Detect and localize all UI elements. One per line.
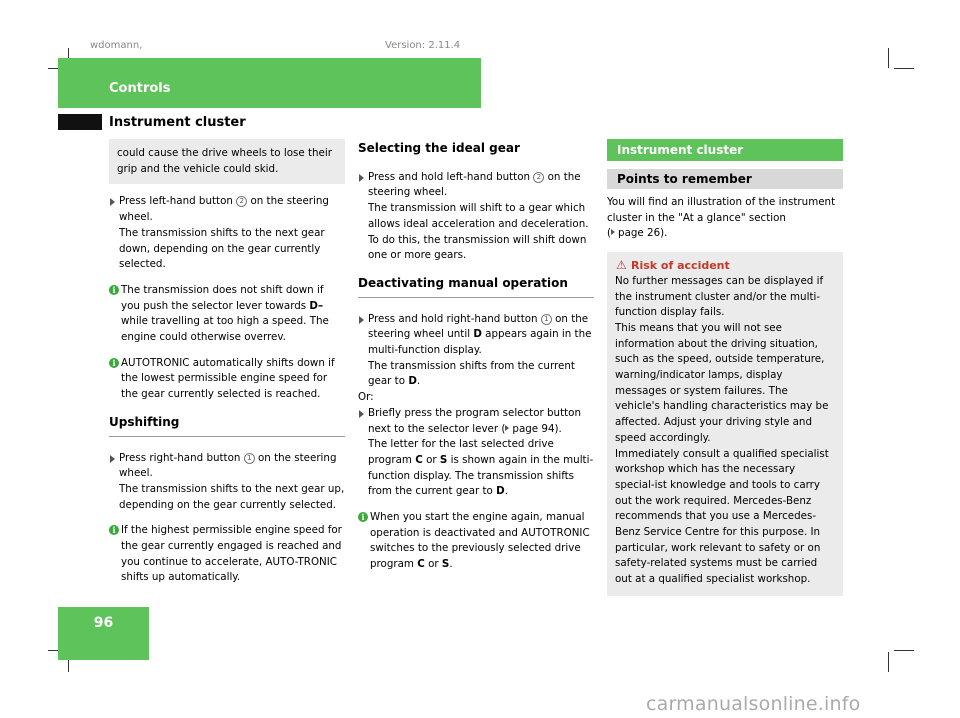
info-icon: i — [109, 358, 119, 368]
warning-title: ⚠ Risk of accident — [616, 258, 730, 273]
info-note: i If the highest permissible engine speed for the gear currently engaged is reached and you continue to accelerate, AUTO-TRONIC shifts up automatically. — [109, 523, 345, 586]
intro-text: You will find an illustration of the instrument cluster in the "At a glance" section ( page 26). — [607, 196, 836, 240]
step-downshift-result: The transmission shifts to the next gear down, depending on the gear currently selected. — [119, 226, 325, 271]
continued-text-box — [109, 139, 345, 184]
step-upshift: Press right-hand button 1 on the steering wheel. — [109, 451, 345, 482]
step-program-selector-result: The letter for the last selected drive program C or S is shown again in the multi-function display. The transmission shifts from the current gear to D. — [368, 438, 594, 498]
step-deactivate-manual: Press and hold right-hand button 1 on the steering wheel until D appears again in the multi-function display. — [358, 312, 594, 359]
page-reference-icon — [505, 425, 509, 431]
warning-text: This means that you will not see information about the driving situation, such as the speed, outside temperature, warning/indicator lamps, display messages or system failures. The vehicle's handling characteristics may be affected. Adjust your driving style and speed accordingly. — [615, 321, 829, 444]
heading-tab — [58, 114, 102, 130]
info-icon: i — [358, 512, 368, 522]
step-downshift: Press left-hand button 2 on the steering wheel. — [109, 194, 345, 225]
step-upshift-result: The transmission shifts to the next gear up, depending on the gear currently selected. — [119, 482, 345, 511]
info-icon: i — [109, 525, 119, 535]
column-1 — [109, 139, 345, 586]
warning-box — [607, 252, 843, 596]
header-author: wdomann, — [90, 40, 143, 51]
ideal-gear-heading: Selecting the ideal gear — [358, 141, 520, 155]
or-label: Or: — [358, 391, 374, 404]
section-label: Controls — [109, 81, 171, 96]
crop-mark — [894, 68, 914, 69]
info-note: i The transmission does not shift down if you push the selector lever towards D– while travelling at too high a speed. The engine could otherwise overrev. — [109, 283, 345, 346]
crop-mark — [888, 652, 889, 672]
instrument-cluster-heading: Instrument cluster — [607, 139, 843, 161]
page-reference-link[interactable]: page 26 — [618, 227, 661, 240]
warning-text: No further messages can be displayed if the instrument cluster and/or the multi-function display fails. — [615, 274, 824, 319]
upshifting-heading: Upshifting — [109, 415, 345, 437]
step-ideal-gear: Press and hold left-hand button 2 on the steering wheel. — [358, 170, 594, 201]
crop-mark — [894, 650, 914, 651]
crop-mark — [888, 48, 889, 68]
header-version: Version: 2.11.4 — [385, 40, 461, 51]
info-note: i When you start the engine again, manual operation is deactivated and AUTOTRONIC switches to the previously selected drive program C or S. — [358, 510, 594, 573]
button-2-icon: 2 — [236, 196, 247, 207]
page-number: 96 — [93, 615, 114, 631]
info-icon: i — [109, 285, 119, 295]
step-deactivate-manual-result: The transmission shifts from the current gear to D. — [368, 359, 575, 388]
manual-operation-heading: Deactivating manual operation — [358, 276, 594, 298]
step-ideal-gear-result: The transmission will shift to a gear which allows ideal acceleration and deceleration. To do this, the transmission will shift down one or more gears. — [368, 202, 589, 262]
page-reference-link[interactable]: page 94 — [512, 422, 555, 435]
step-program-selector: Briefly press the program selector button next to the selector lever ( page 94). — [358, 406, 594, 437]
button-1-icon: 1 — [244, 453, 255, 464]
warning-text: Immediately consult a qualified specialist workshop which has the necessary special-ist knowledge and tools to carry out the work required. Mercedes-Benz recommends that you use a Mercedes-Benz Service Centre for this purpose. In particular, work relevant to safety or on safety-related systems must be carried out at a qualified specialist workshop. — [615, 447, 829, 586]
continued-text: could cause the drive wheels to lose their grip and the vehicle could skid. — [117, 147, 332, 175]
page-heading: Instrument cluster — [109, 115, 246, 130]
watermark: carmanualsonline.info — [646, 693, 861, 715]
button-2-icon: 2 — [533, 172, 544, 183]
points-to-remember-heading: Points to remember — [607, 169, 843, 189]
warning-triangle-icon: ⚠ — [616, 258, 627, 273]
info-note: i AUTOTRONIC automatically shifts down if the lowest permissible engine speed for the gear currently selected is reached. — [109, 356, 345, 403]
column-2 — [358, 139, 594, 573]
column-3 — [607, 139, 843, 596]
page-reference-icon — [611, 229, 615, 235]
button-1-icon: 1 — [541, 314, 552, 325]
